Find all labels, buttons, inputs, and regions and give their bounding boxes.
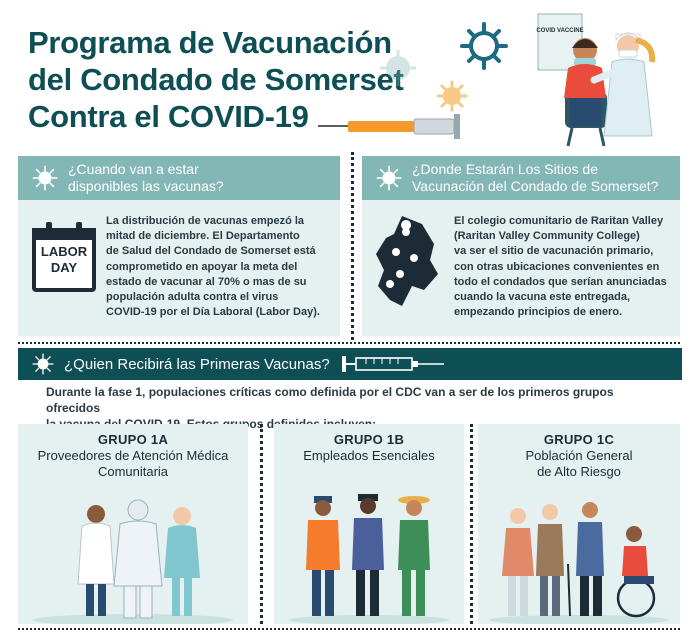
group-card-1c [478, 424, 680, 624]
virus-icon [462, 24, 506, 68]
title-line-2: del Condado de Somerset [28, 62, 404, 97]
who-first-band [18, 348, 682, 380]
high-risk-population-illustration [478, 494, 680, 624]
group-description-line: Proveedores de Atención Médica [37, 448, 229, 463]
essential-workers-illustration [274, 486, 464, 624]
card-where-heading [412, 161, 658, 195]
who-first-heading: ¿Quien Recibirá las Primeras Vacunas? [64, 355, 330, 373]
group-description-line: Población General [525, 448, 633, 463]
calendar-label-line-2: DAY [50, 260, 78, 275]
card-where-heading-line-1: ¿Donde Estarán Los Sitios de [412, 161, 598, 177]
card-when-available [18, 156, 340, 336]
card-when-body-line: de Salud del Condado de Somerset está [106, 245, 316, 258]
group-description [18, 448, 248, 480]
card-when-heading [68, 161, 224, 195]
group-title: GRUPO 1B [333, 432, 405, 447]
card-when-body-line: COVID-19 por el Día Laboral (Labor Day). [106, 306, 320, 319]
virus-icon-small [380, 50, 416, 86]
intro-line-1: Durante la fase 1, populaciones críticas como definida por el CDC van a ser de los primeros grupos ofrecidos [46, 385, 614, 415]
card-where-body-line: El colegio comunitario de Raritan Valley [454, 215, 664, 227]
card-where-sites [362, 156, 680, 336]
card-when-body [106, 214, 338, 320]
virus-icon-orange [438, 82, 466, 110]
section-divider-vertical [351, 152, 354, 340]
card-where-body-line: cuando la vacuna este entregada, [454, 291, 631, 304]
card-when-body-line: estado de vacunar al 70% o mas de su [106, 275, 307, 288]
virus-icon [32, 353, 54, 375]
card-where-body-line: va ser el sitio de vacunación primario, [454, 245, 654, 258]
group-description-line: Comunitaria [97, 464, 169, 479]
group-card-1a [18, 424, 248, 624]
card-where-body-line: empezando principios de enero. [454, 306, 623, 319]
card-when-heading-line-2: disponibles las vacunas? [68, 178, 224, 194]
card-where-header [362, 156, 680, 200]
card-when-header [18, 156, 340, 200]
group-title: GRUPO 1A [97, 432, 169, 447]
card-where-body-line: (Raritan Valley Community College) [454, 230, 640, 243]
card-when-body-line: La distribución de vacunas empezó la [106, 215, 305, 227]
calendar-icon [32, 228, 96, 292]
group-card-1b [274, 424, 464, 624]
title-line-1: Programa de Vacunación [28, 25, 392, 60]
card-where-heading-line-2: Vacunación del Condado de Somerset? [412, 178, 659, 194]
county-map-icon [372, 214, 442, 314]
card-when-body-line: populación adulta contra el virus [106, 291, 279, 304]
group-divider [260, 424, 263, 624]
group-description [274, 448, 464, 464]
svg-text:COVID VACCINE: COVID VACCINE [536, 28, 584, 34]
group-description [478, 448, 680, 480]
card-when-body-line: comprometido en apoyar la meta del [106, 260, 298, 273]
card-when-body-line: mitad de diciembre. El Departamento [106, 230, 300, 243]
group-description-line: Empleados Esenciales [303, 448, 435, 463]
card-where-body [454, 214, 678, 320]
group-divider [470, 424, 473, 624]
hero-illustration [310, 10, 690, 150]
card-where-body-line: con otras ubicaciones convenientes en [454, 260, 660, 273]
card-where-body-line: todo el condados que serían anunciadas [454, 275, 667, 288]
syringe-icon [318, 114, 460, 139]
virus-icon [32, 165, 58, 191]
group-description-line: de Alto Riesgo [537, 464, 621, 479]
syringe-icon [342, 354, 446, 374]
card-when-heading-line-1: ¿Cuando van a estar [68, 161, 199, 177]
section-divider-horizontal [18, 342, 680, 344]
healthcare-workers-illustration [18, 494, 248, 624]
group-title: GRUPO 1C [543, 432, 615, 447]
virus-icon [376, 165, 402, 191]
bottom-divider [18, 628, 680, 630]
calendar-label-line-1: LABOR [40, 244, 88, 259]
title-line-3: Contra el COVID-19 [28, 99, 309, 134]
